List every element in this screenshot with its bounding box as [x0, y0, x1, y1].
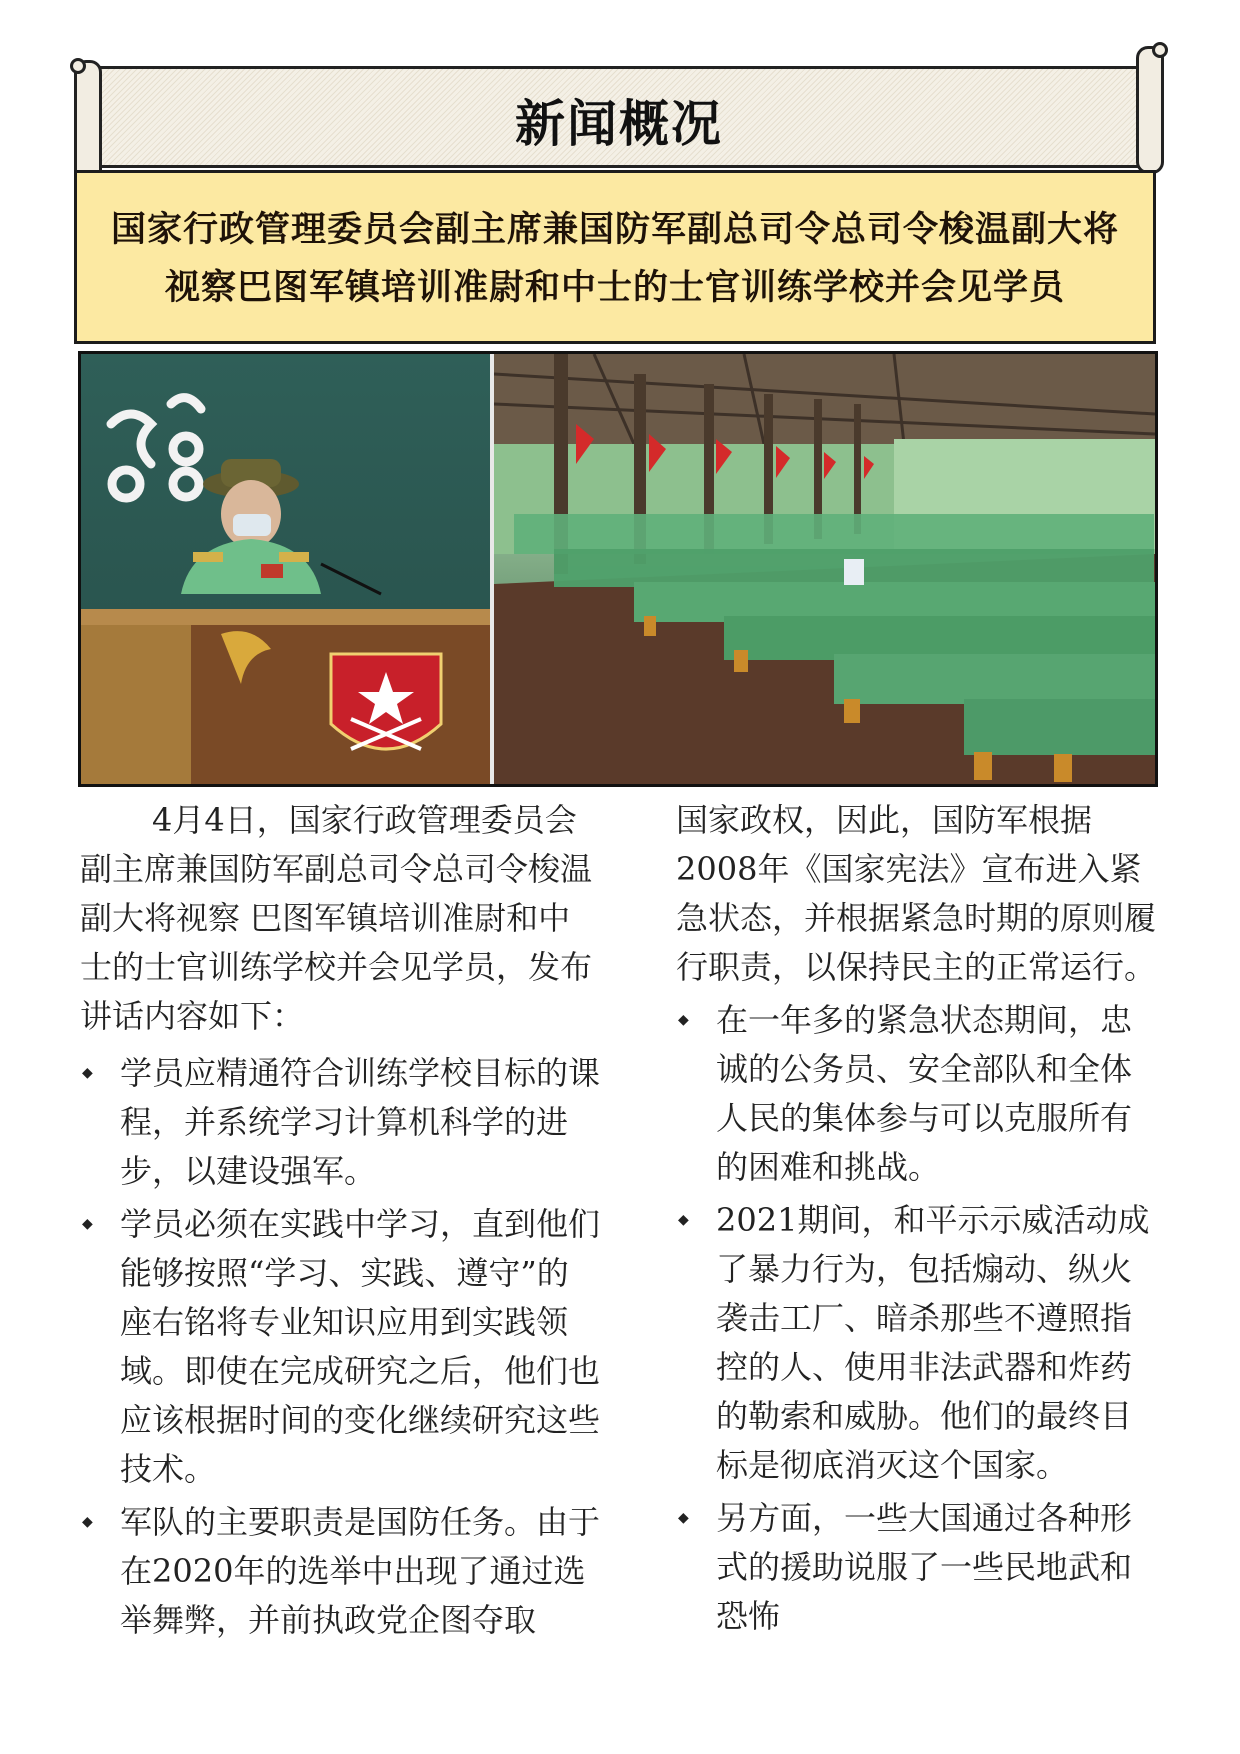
bullet-item: ◆ 2021期间，和平示示威活动成了暴力行为，包括煽动、纵火袭击工厂、暗杀那些不遵照指控的人、使用非法武器和炸药的勒索和威胁。他们的最终目标是彻底消灭这个国家。 — [676, 1196, 1160, 1490]
bullet-item: ◆ 学员必须在实践中学习，直到他们能够按照“学习、实践、遵守”的座右铭将专业知识应用到实践领域。即使在完成研究之后，他们也应该根据时间的变化继续研究这些技术。 — [80, 1200, 600, 1494]
bullet-item: ◆ 军队的主要职责是国防任务。由于在2020年的选举中出现了通过选举舞弊，并前执政党企图夺取 — [80, 1498, 600, 1645]
bullet-item: ◆ 学员应精通符合训练学校目标的课程，并系统学习计算机科学的进步，以建设强军。 — [80, 1049, 600, 1196]
headline-box — [74, 170, 1156, 344]
title-banner — [74, 60, 1164, 168]
shoulder-badge-left — [193, 552, 223, 562]
medal-ribbons — [261, 564, 283, 578]
bullet-item: ◆ 另方面，一些大国通过各种形式的援助说服了一些民地武和恐怖 — [676, 1494, 1160, 1641]
shoulder-badge-right — [279, 552, 309, 562]
headline-line-1: 国家行政管理委员会副主席兼国防军副总司令总司令梭温副大将 — [110, 209, 1119, 250]
bullet-item: ◆ 在一年多的紧急状态期间，忠诚的公务员、安全部队和全体人民的集体参与可以克服所有的困难和挑战。 — [676, 996, 1160, 1192]
speaker-uniform — [181, 539, 321, 594]
banner-knob-left — [70, 58, 86, 74]
article-intro: 4月4日，国家行政管理委员会副主席兼国防军副总司令总司令梭温副大将视察 巴图军镇培训准尉和中士的士官训练学校并会见学员，发布讲话内容如下： — [80, 801, 593, 1035]
podium-side-panel — [81, 625, 191, 784]
podium-top-trim — [81, 609, 490, 625]
news-photo — [78, 351, 1158, 787]
article-column-left — [80, 796, 600, 1645]
article-continuation: 国家政权，因此，国防军根据2008年《国家宪法》宣布进入紧急状态，并根据紧急时期的原则履行职责，以保持民主的正常运行。 — [676, 801, 1157, 986]
audience-illustration — [494, 354, 1155, 784]
photo-speaker-panel — [81, 354, 490, 784]
photo-audience-panel — [494, 354, 1155, 784]
banner-knob-right — [1152, 42, 1168, 58]
speaker-illustration — [81, 354, 490, 784]
wall-lettering — [111, 398, 201, 498]
section-title: 新闻概况 — [515, 94, 723, 153]
headline-line-2: 视察巴图军镇培训准尉和中士的士官训练学校并会见学员 — [164, 267, 1065, 308]
face-mask — [233, 514, 271, 536]
article-column-right — [676, 796, 1160, 1641]
microphone — [321, 564, 381, 594]
